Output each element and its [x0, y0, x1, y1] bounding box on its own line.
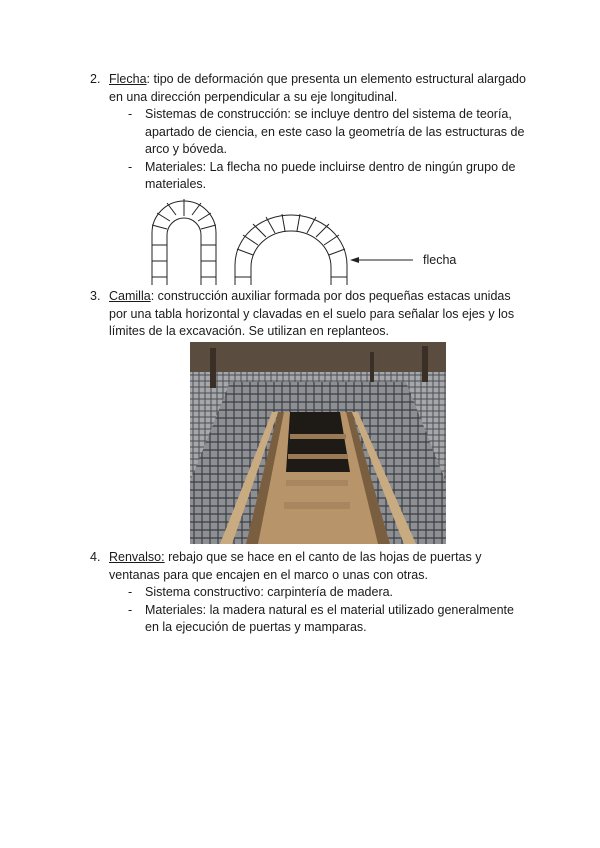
item-definition [109, 71, 530, 106]
sub-item-text: Materiales: la madera natural es el material utilizado generalmente en la ejecución de puertas y mamparas. [145, 602, 514, 634]
list-item-renvalso [90, 549, 530, 637]
list-item-camilla [90, 288, 530, 341]
sub-item-text: Sistema constructivo: carpintería de madera. [145, 585, 394, 599]
item-definition [109, 549, 530, 584]
item-text: : tipo de deformación que presenta un elemento estructural alargado en una dirección perpendicular a su eje longitudinal. [109, 72, 526, 104]
sub-item [128, 602, 530, 637]
item-definition [109, 288, 530, 341]
rebar-excavation-photo [190, 342, 446, 544]
sub-item-text: Sistemas de construcción: se incluye dentro del sistema de teoría, apartado de ciencia, en este caso la geometría de las estructuras de arco y bóveda. [145, 107, 525, 156]
dash-marker: - [128, 585, 133, 599]
item-number: 3. [90, 289, 101, 303]
arrow-head [350, 257, 359, 263]
item-term: Flecha [109, 72, 147, 86]
item-term: Camilla [109, 289, 151, 303]
sub-item-text: Materiales: La flecha no puede incluirse dentro de ningún grupo de materiales. [145, 159, 516, 191]
figure-label: flecha [423, 253, 457, 267]
item-number: 2. [90, 72, 101, 86]
dash-marker: - [128, 107, 133, 121]
dash-marker: - [128, 159, 133, 174]
item-number: 4. [90, 550, 101, 564]
sub-item [128, 159, 530, 194]
sub-item [128, 106, 530, 159]
sub-item [128, 584, 530, 602]
item-text: : construcción auxiliar formada por dos pequeñas estacas unidas por una tabla horizontal y clavadas en el suelo para señalar los ejes y los límites de la excavación. Se utilizan en replanteos. [109, 289, 515, 338]
dash-marker: - [128, 602, 133, 617]
item-term: Renvalso: [109, 550, 165, 564]
arch-deflection-figure [145, 193, 475, 285]
list-item-flecha [90, 71, 530, 194]
item-text: rebajo que se hace en el canto de las hojas de puertas y ventanas para que encajen en el marco o unas con otras. [109, 550, 482, 582]
